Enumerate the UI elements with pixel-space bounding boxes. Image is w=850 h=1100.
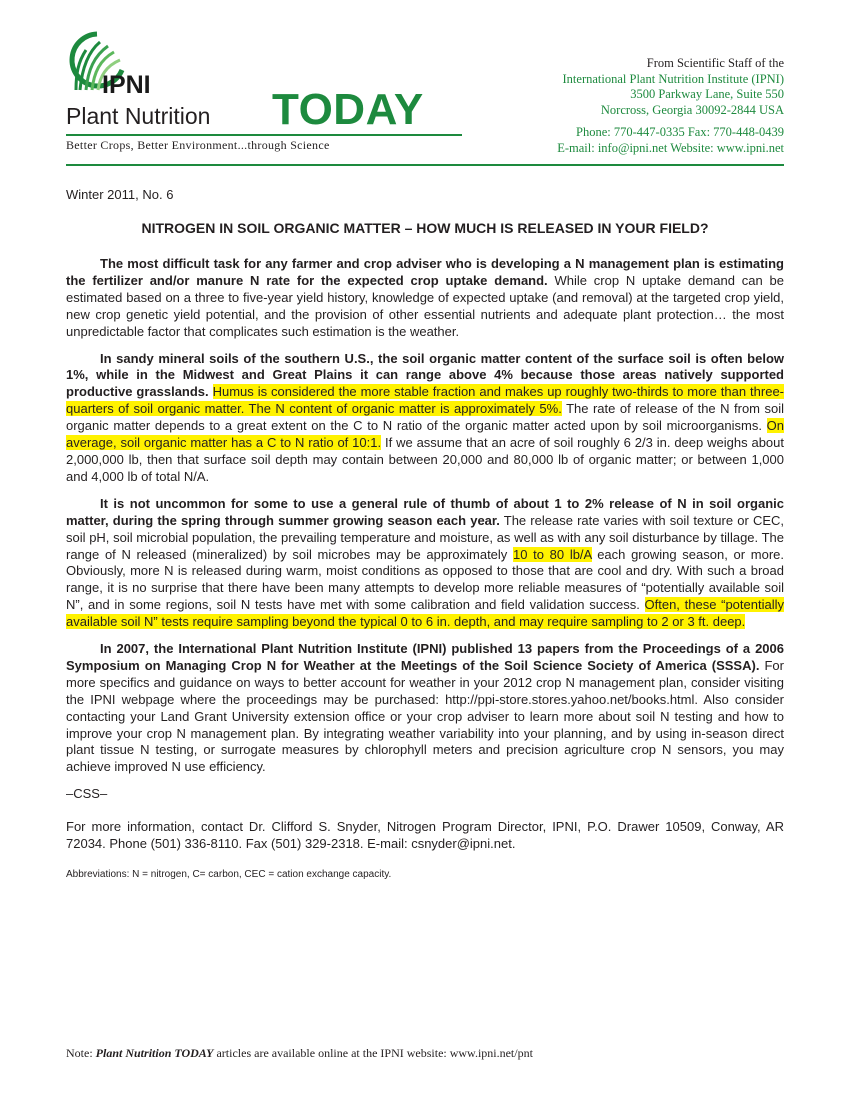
article-body: [66, 256, 784, 894]
paragraph-1: [66, 256, 784, 341]
logo-divider: [66, 134, 462, 136]
tagline: Better Crops, Better Environment...through Science: [66, 138, 330, 152]
paragraph-3: [66, 496, 784, 631]
highlight-humus: Humus is considered the more stable fraction and makes up roughly two-thirds to more than three-quarters of soil organic matter. The N content of organic matter is approximately 5%.: [66, 384, 785, 417]
paragraph-4: [66, 641, 784, 776]
paragraph-2: [66, 351, 784, 486]
staff-line: From Scientific Staff of the: [646, 56, 784, 70]
paragraph-1-lead: The most difficult task for any farmer and crop adviser who is developing a N management plan is estimating the fertilizer and/or manure N rate for the expected crop uptake demand.: [66, 256, 784, 288]
issue-line: Winter 2011, No. 6: [66, 187, 174, 202]
paragraph-3-text-1: The release rate varies with soil texture or CEC, soil pH, soil microbial population, the prevailing temperature and moisture, as well as with any soil disturbance by tillage. The range of N released (mineralized) by soil microbes may be approximately: [66, 512, 784, 562]
paragraph-2-text-2: If we assume that an acre of soil roughly 6 2/3 in. deep weighs about 2,000,000 lb, then that surface soil depth may contain between 20,000 and 80,000 lb of organic matter; or between 1,000 and 4,000 lb of total N/A.: [66, 435, 784, 484]
highlight-n-release-range: 10 to 80 lb/A: [512, 546, 592, 562]
paragraph-4-text: For more specifics and guidance on ways to better account for weather in your 2012 crop N management plan, consider visiting the IPNI webpage where the proceedings may be purchased: http://ppi-store.stores.yahoo.net/books.html. Also consider contacting your Land Grant University extension office or your crop adviser to learn more about soil N testing and how to improve your crop N management plan. By integrating weather variability into your planning, and by using in-season direct plant tissue N testing, or surrogate measures by chlorophyll meters and precision agriculture crop N sensors, you may achieve improved N use efficiency.: [66, 657, 784, 775]
phone-fax: Phone: 770-447-0335 Fax: 770-448-0439: [576, 125, 784, 139]
paragraph-2-lead: In sandy mineral soils of the southern U.S., the soil organic matter content of the surface soil is often below 1%, while in the Midwest and Great Plains it can range above 4% because those areas natively supported productive grasslands.: [66, 350, 784, 400]
paragraph-1-text: While crop N uptake demand can be estimated based on a three to five-year yield history, knowledge of expected uptake (and removal) at the targeted crop yield, new crop genetic yield potential, and the provision of other essential nutrients and adequate plant protection… the most unpredictable factor that complicates such estimation is the weather.: [66, 272, 784, 339]
article-title: NITROGEN IN SOIL ORGANIC MATTER – HOW MUCH IS RELEASED IN YOUR FIELD?: [141, 220, 709, 236]
footer-prefix: Note:: [66, 1046, 96, 1060]
footer-text: articles are available online at the IPNI website: www.ipni.net/pnt: [213, 1046, 533, 1060]
footer-brand: Plant Nutrition TODAY: [95, 1046, 214, 1060]
logo-ipni-text: IPNI: [102, 71, 151, 99]
institute-name: International Plant Nutrition Institute (IPNI): [562, 71, 784, 86]
paragraph-2-text-1: The rate of release of the N from soil organic matter depends to a great extent on the C to N ratio of the organic matter acted upon by soil microorganisms.: [66, 401, 784, 434]
contact-info: For more information, contact Dr. Clifford S. Snyder, Nitrogen Program Director, IPNI, P.O. Drawer 10509, Conway, AR 72034. Phone (501) 336-8110. Fax (501) 329-2318. E-mail: csnyder@ipni.net.: [66, 819, 784, 852]
highlight-cn-ratio: On average, soil organic matter has a C to N ratio of 10:1.: [66, 418, 784, 451]
abbreviations: Abbreviations: N = nitrogen, C= carbon, CEC = cation exchange capacity.: [66, 869, 392, 880]
logo-plant-nutrition-text: Plant Nutrition: [66, 103, 211, 129]
paragraph-3-lead: It is not uncommon for some to use a general rule of thumb of about 1 to 2% release of N in soil organic matter, during the spring through summer growing season each year.: [66, 495, 784, 528]
address-line-2: Norcross, Georgia 30092-2844 USA: [600, 102, 784, 117]
contact-block: [444, 56, 784, 156]
highlight-sampling-depth: Often, these “potentially available soil N” tests require sampling beyond the typical 0 to 6 in. depth, and may require sampling to 2 or 3 ft. deep.: [66, 597, 784, 630]
logo-today-text: TODAY: [272, 85, 424, 134]
author-signature: –CSS–: [66, 786, 108, 802]
paragraph-4-lead: In 2007, the International Plant Nutrition Institute (IPNI) published 13 papers from the Proceedings of a 2006 Symposium on Managing Crop N for Weather at the Meetings of the Soil Science Society of America (SSSA).: [66, 641, 784, 673]
paragraph-3-text-2: each growing season, or more. Obviously, more N is released during warm, moist conditions as opposed to those that are cool and dry. With such a broad range, it is no surprise that there have been many attempts to develop more reliable measures of “potentially available soil N”, and in some regions, soil N tests have met with some calibration and field validation success.: [66, 546, 784, 613]
email-website: E-mail: info@ipni.net Website: www.ipni.net: [557, 140, 784, 155]
address-line-1: 3500 Parkway Lane, Suite 550: [630, 87, 784, 101]
header-divider: [66, 164, 784, 166]
footer-note: [66, 1046, 533, 1061]
